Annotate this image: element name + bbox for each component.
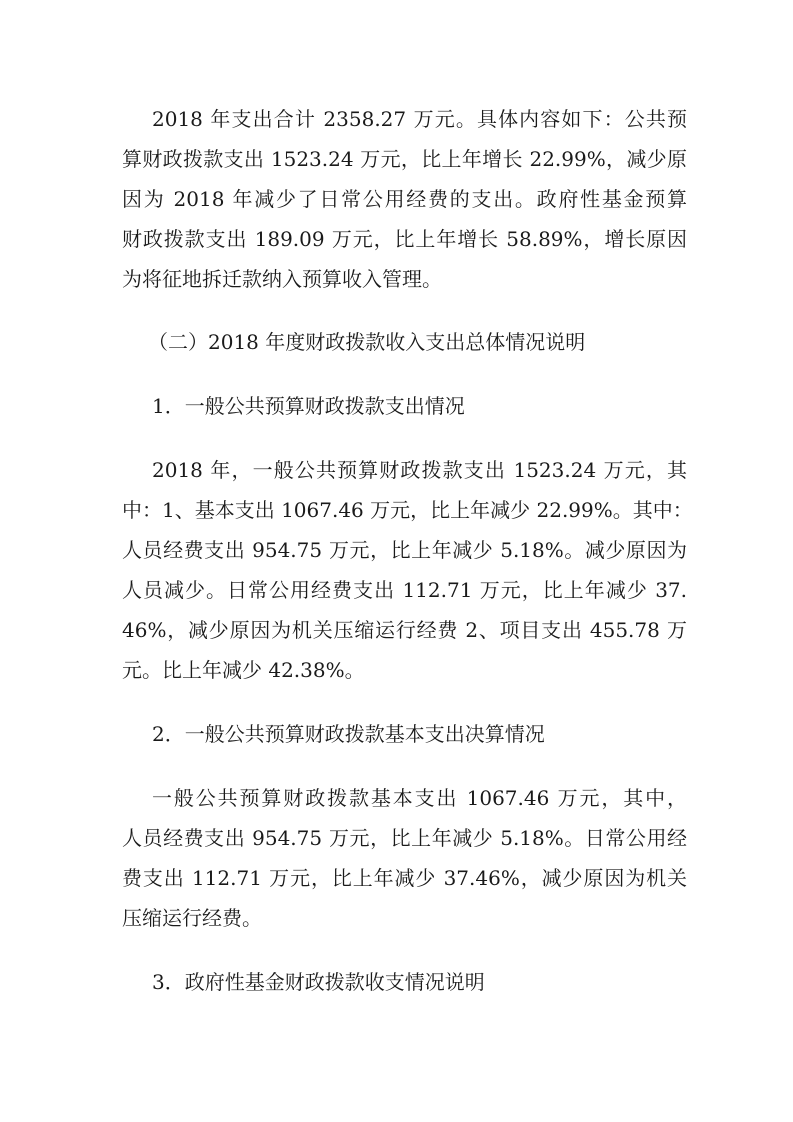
paragraph-line: 因为 2018 年减少了日常公用经费的支出。政府性基金预算 xyxy=(122,187,687,211)
subsection-heading: 2．一般公共预算财政拨款基本支出决算情况 xyxy=(152,722,545,746)
paragraph-line: 46%，减少原因为机关压缩运行经费 2、项目支出 455.78 万 xyxy=(122,618,687,642)
paragraph-line: 中：1、基本支出 1067.46 万元，比上年减少 22.99%。其中： xyxy=(122,498,693,522)
paragraph-line: 压缩运行经费。 xyxy=(122,906,262,930)
paragraph-line: 费支出 112.71 万元，比上年减少 37.46%，减少原因为机关 xyxy=(122,866,687,890)
paragraph-line: 人员经费支出 954.75 万元，比上年减少 5.18%。日常公用经 xyxy=(122,826,687,850)
subsection-heading: 1．一般公共预算财政拨款支出情况 xyxy=(152,394,465,418)
paragraph-line: 财政拨款支出 189.09 万元，比上年增长 58.89%，增长原因 xyxy=(122,227,687,251)
section-heading: （二）2018 年度财政拨款收入支出总体情况说明 xyxy=(148,330,586,354)
paragraph-line: 元。比上年减少 42.38%。 xyxy=(122,658,365,682)
paragraph-line: 人员减少。日常公用经费支出 112.71 万元，比上年减少 37. xyxy=(122,578,687,602)
paragraph-line: 一般公共预算财政拨款基本支出 1067.46 万元，其中， xyxy=(152,786,687,810)
paragraph-line: 为将征地拆迁款纳入预算收入管理。 xyxy=(122,267,442,291)
paragraph-line: 算财政拨款支出 1523.24 万元，比上年增长 22.99%，减少原 xyxy=(122,147,687,171)
paragraph-line: 2018 年，一般公共预算财政拨款支出 1523.24 万元，其 xyxy=(152,458,687,482)
paragraph-line: 2018 年支出合计 2358.27 万元。具体内容如下：公共预 xyxy=(152,107,687,131)
paragraph-line: 人员经费支出 954.75 万元，比上年减少 5.18%。减少原因为 xyxy=(122,538,687,562)
subsection-heading: 3．政府性基金财政拨款收支情况说明 xyxy=(152,970,485,994)
